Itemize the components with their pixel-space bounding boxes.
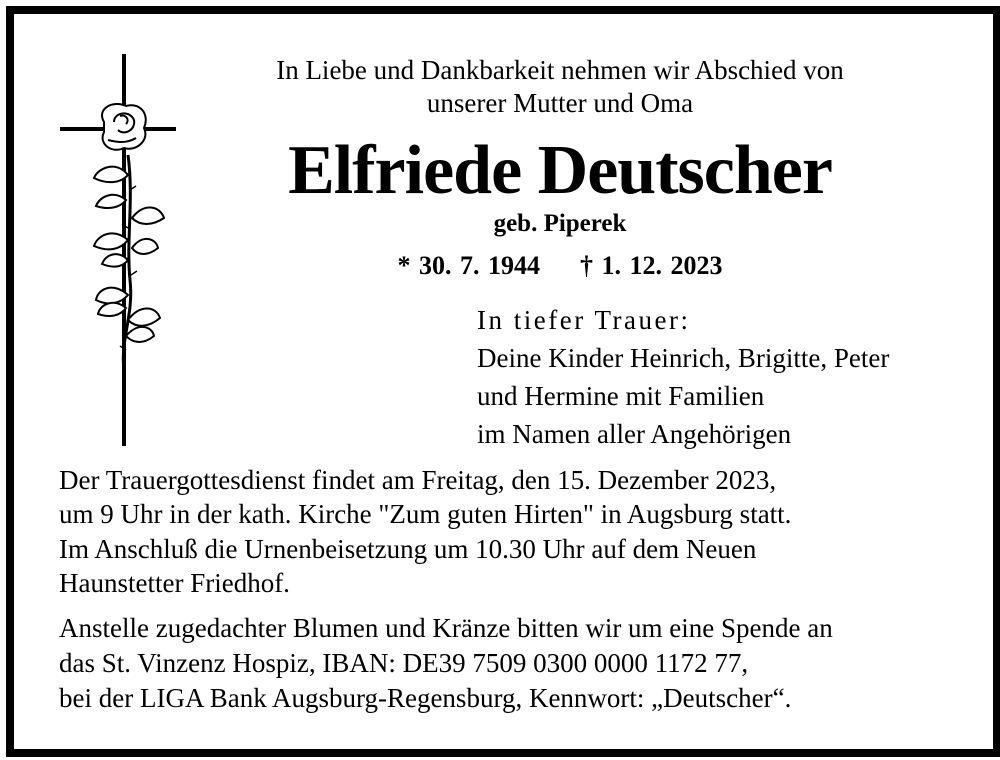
cross-with-rose-icon xyxy=(56,50,186,450)
deceased-name: Elfriede Deutscher xyxy=(288,132,832,209)
service-info-line: Haunstetter Friedhof. xyxy=(59,568,290,598)
death-date: † 1. 12. 2023 xyxy=(580,251,723,280)
mourners-heading: In tiefer Trauer: xyxy=(477,305,691,335)
donation-info-line: das St. Vinzenz Hospiz, IBAN: DE39 7509 0300 0000 1172 77, xyxy=(59,648,749,678)
life-dates xyxy=(220,250,900,282)
mourners-line: Deine Kinder Heinrich, Brigitte, Peter xyxy=(477,343,890,373)
service-info-line: Der Trauergottesdienst findet am Freitag, den 15. Dezember 2023, xyxy=(59,465,777,495)
maiden-name: geb. Piperek xyxy=(493,210,627,237)
mourners-line: und Hermine mit Familien xyxy=(477,381,765,411)
donation-info-line: Anstelle zugedachter Blumen und Kränze bitten wir um eine Spende an xyxy=(59,613,833,643)
mourners-line: im Namen aller Angehörigen xyxy=(477,419,792,449)
birth-date: * 30. 7. 1944 xyxy=(397,251,540,280)
service-info-line: um 9 Uhr in der kath. Kirche "Zum guten Hirten" in Augsburg statt. xyxy=(59,499,792,529)
donation-info-line: bei der LIGA Bank Augsburg-Regensburg, Kennwort: „Deutscher“. xyxy=(59,683,792,713)
intro-line-2: unserer Mutter und Oma xyxy=(426,88,694,118)
intro-line-1: In Liebe und Dankbarkeit nehmen wir Abschied von xyxy=(276,55,844,85)
service-info-line: Im Anschluß die Urnenbeisetzung um 10.30 Uhr auf dem Neuen xyxy=(59,534,757,564)
